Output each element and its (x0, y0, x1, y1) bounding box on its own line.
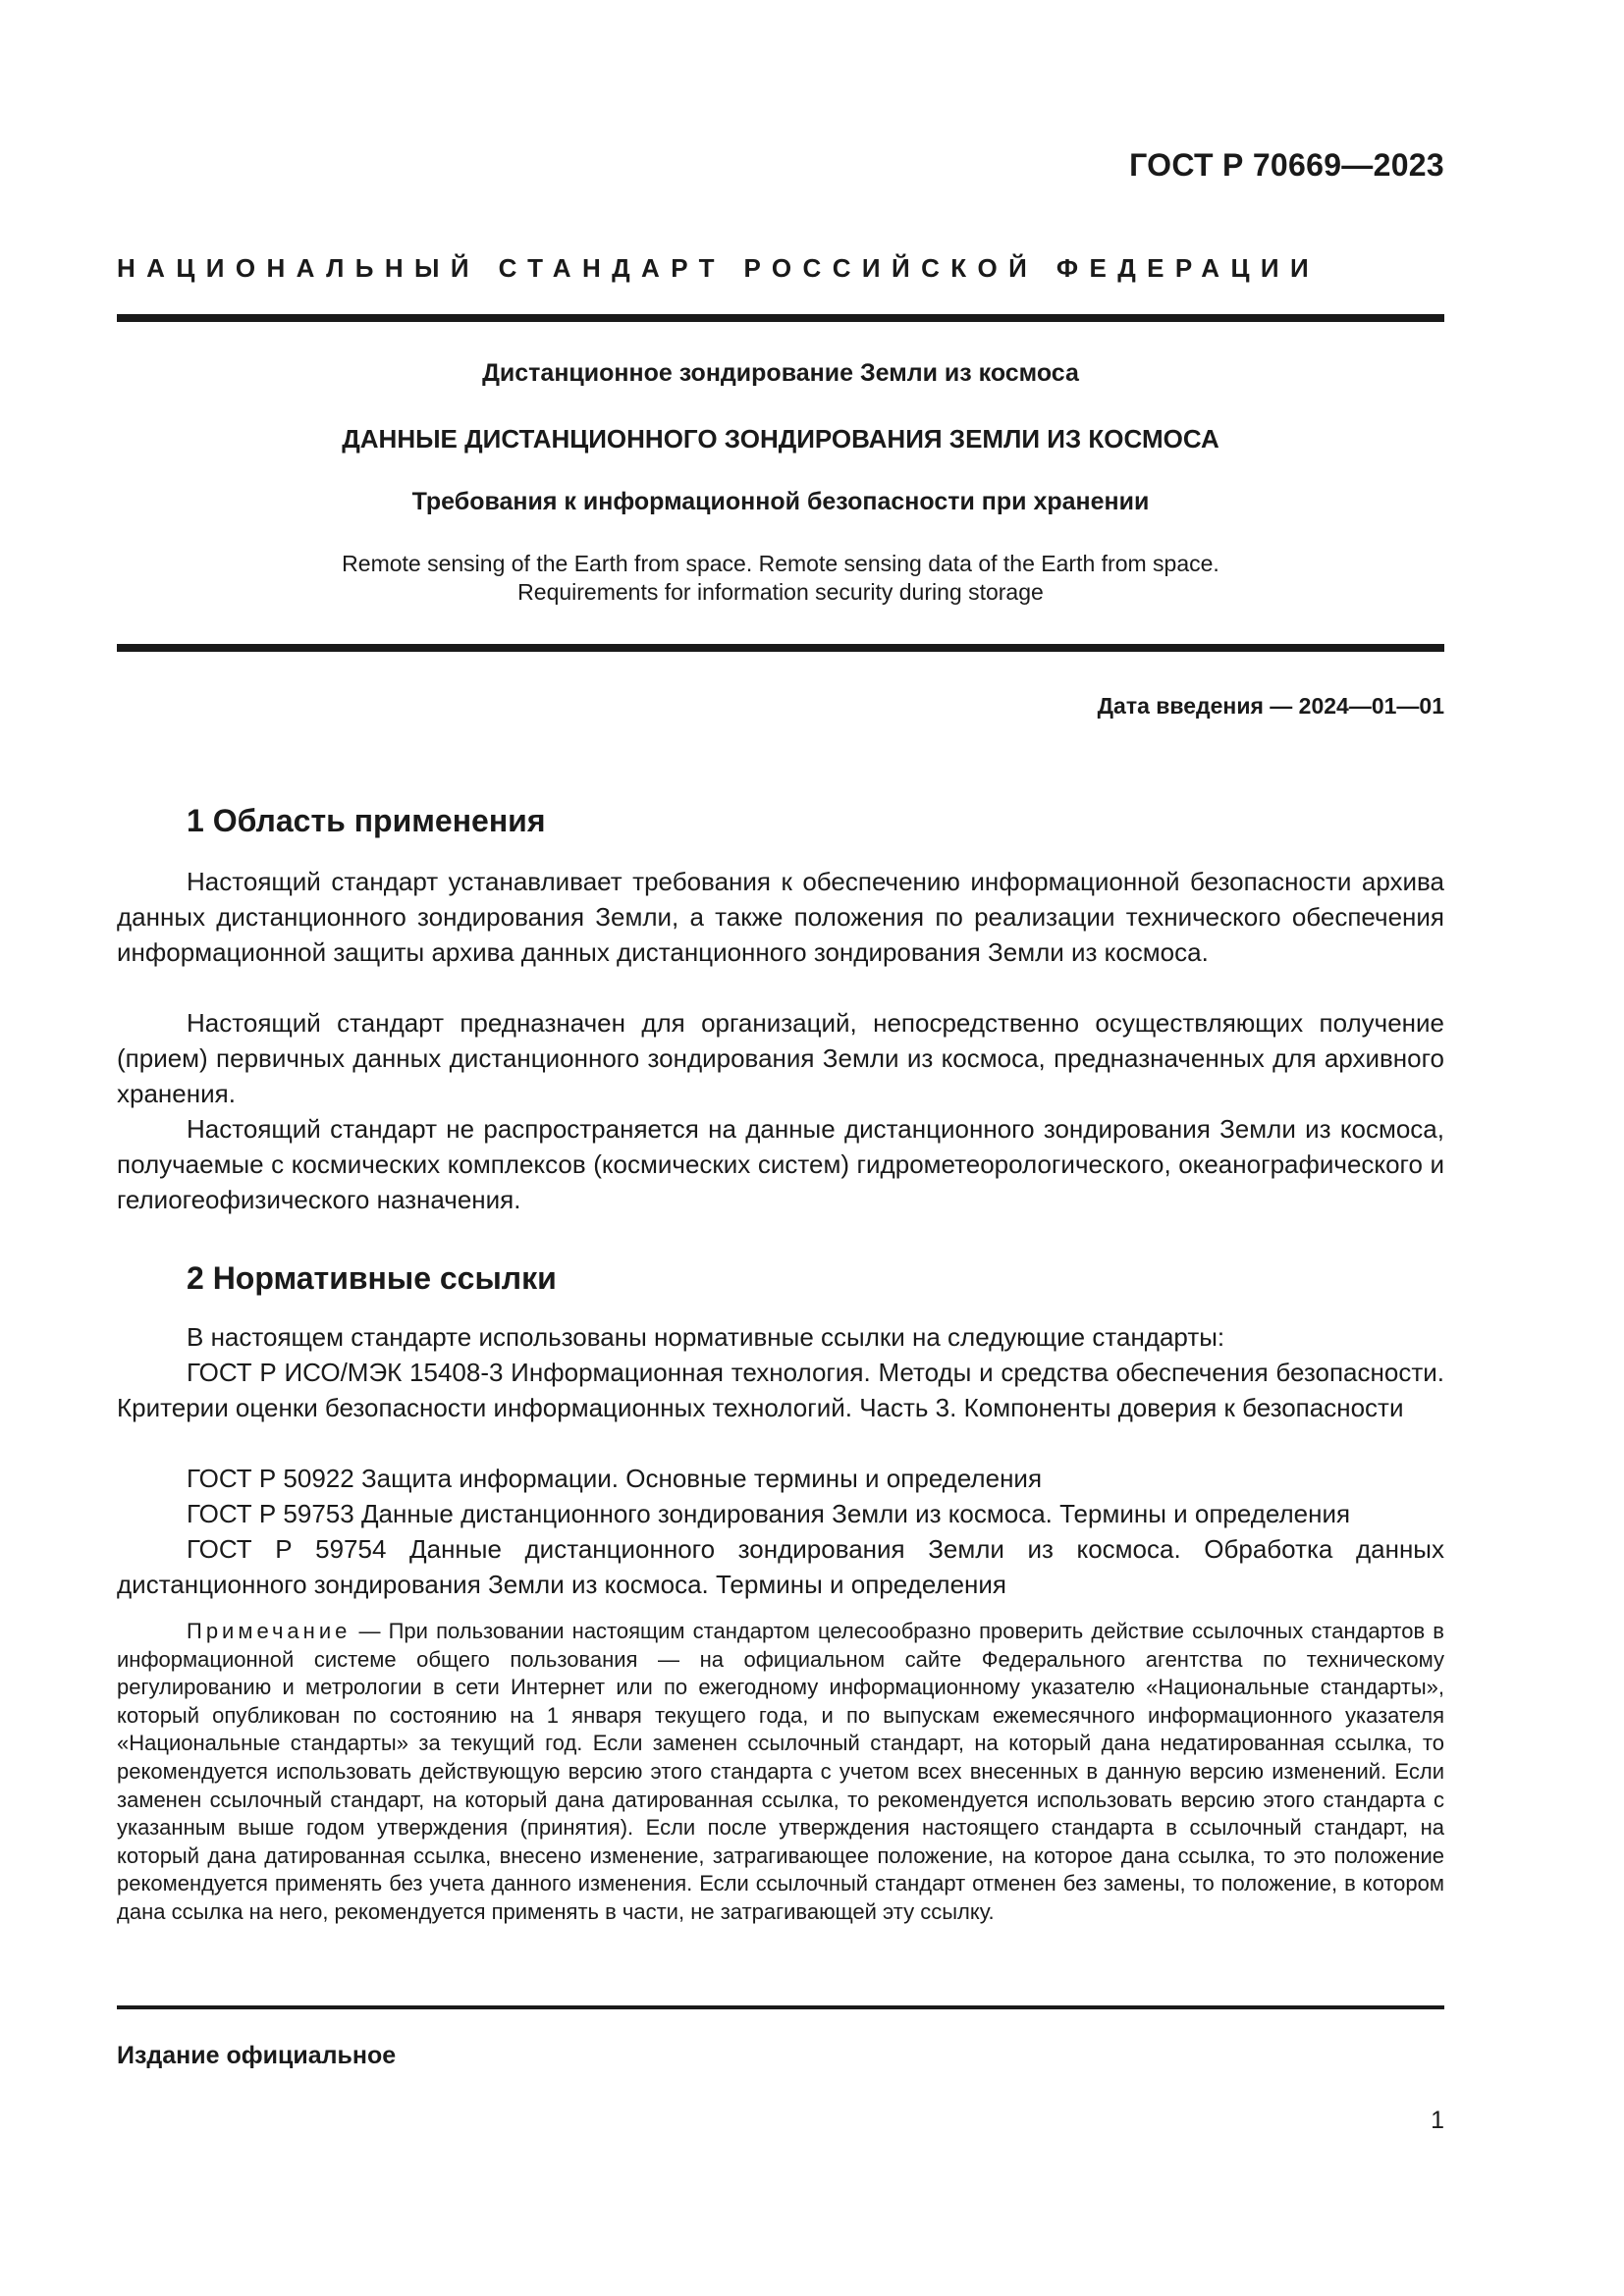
introduction-date: Дата введения — 2024—01—01 (1097, 693, 1444, 719)
english-title (117, 550, 1444, 607)
references-note (117, 1618, 1444, 1927)
title-subtitle: Требования к информационной безопасности при хранении (411, 488, 1150, 515)
note-text: — При пользовании настоящим стандартом целесообразно проверить действие ссылочных стандартов в информационной системе общего пользования — на официальном сайте Федерального агентства по техническому регулированию и метрологии в сети Интернет или по ежегодному информационному указателю «Национальные стандарты», который опубликован по состоянию на 1 января текущего года, и по выпускам ежемесячного информационного указателя «Национальные стандарты» за текущий год. Если заменен ссылочный стандарт, на который дана недатированная ссылка, то рекомендуется использовать действующую версию этого стандарта с учетом всех внесенных в данную версию изменений. Если заменен ссылочный стандарт, на который дана датированная ссылка, то рекомендуется использовать версию этого стандарта с указанным выше годом утверждения (принятия). Если после утверждения настоящего стандарта в ссылочный стандарт, на который дана датированная ссылка, внесено изменение, затрагивающее положение, на которое дана ссылка, то это положение рекомендуется применять без учета данного изменения. Если ссылочный стандарт отменен без замены, то положение, в котором дана ссылка на него, рекомендуется применять в части, не затрагивающей эту ссылку. (117, 1619, 1444, 1924)
scope-paragraph: Настоящий стандарт устанавливает требования к обеспечению информационной безопасности архива данных дистанционного зондирования Земли, а также положения по реализации технического обеспечения информационной защиты архива данных дистанционного зондирования Земли из космоса. (117, 867, 1444, 967)
scope-paragraph: Настоящий стандарт предназначен для организаций, непосредственно осуществляющих получение (прием) первичных данных дистанционного зондирования Земли из космоса, предназначенных для архивного хранения. (117, 1008, 1444, 1108)
references-intro: В настоящем стандарте использованы нормативные ссылки на следующие стандарты: (187, 1322, 1225, 1352)
page-number: 1 (1431, 2107, 1444, 2134)
section-heading-normative-references: 2 Нормативные ссылки (187, 1260, 557, 1296)
footer-divider (117, 2005, 1444, 2009)
title-subject: Дистанционное зондирование Земли из космоса (482, 359, 1079, 387)
section-heading-scope: 1 Область применения (187, 803, 546, 838)
reference-item: ГОСТ Р 59754 Данные дистанционного зондирования Земли из космоса. Обработка данных дистанционного зондирования Земли из космоса. Термины и определения (117, 1534, 1444, 1599)
national-standard-banner: НАЦИОНАЛЬНЫЙ СТАНДАРТ РОССИЙСКОЙ ФЕДЕРАЦИИ (117, 253, 1321, 283)
english-title-line1: Remote sensing of the Earth from space. Remote sensing data of the Earth from space. (342, 551, 1219, 576)
title-main: ДАННЫЕ ДИСТАНЦИОННОГО ЗОНДИРОВАНИЯ ЗЕМЛИ ИЗ КОСМОСА (342, 424, 1219, 454)
document-number: ГОСТ Р 70669—2023 (1129, 147, 1444, 183)
official-edition-label: Издание официальное (117, 2042, 397, 2069)
title-divider (117, 644, 1444, 652)
reference-item: ГОСТ Р 59753 Данные дистанционного зондирования Земли из космоса. Термины и определения (187, 1499, 1351, 1528)
header-divider (117, 314, 1444, 322)
reference-item: ГОСТ Р 50922 Защита информации. Основные термины и определения (187, 1464, 1043, 1493)
scope-paragraph: Настоящий стандарт не распространяется на данные дистанционного зондирования Земли из космоса, получаемые с космических комплексов (космических систем) гидрометеорологического, океанографического и гелиогеофизического назначения. (117, 1114, 1444, 1214)
english-title-line2: Requirements for information security during storage (517, 579, 1044, 605)
note-label: Примечание (187, 1619, 352, 1643)
reference-item: ГОСТ Р ИСО/МЭК 15408-3 Информационная технология. Методы и средства обеспечения безопасности. Критерии оценки безопасности информационных технологий. Часть 3. Компоненты доверия к безопасности (117, 1358, 1444, 1422)
